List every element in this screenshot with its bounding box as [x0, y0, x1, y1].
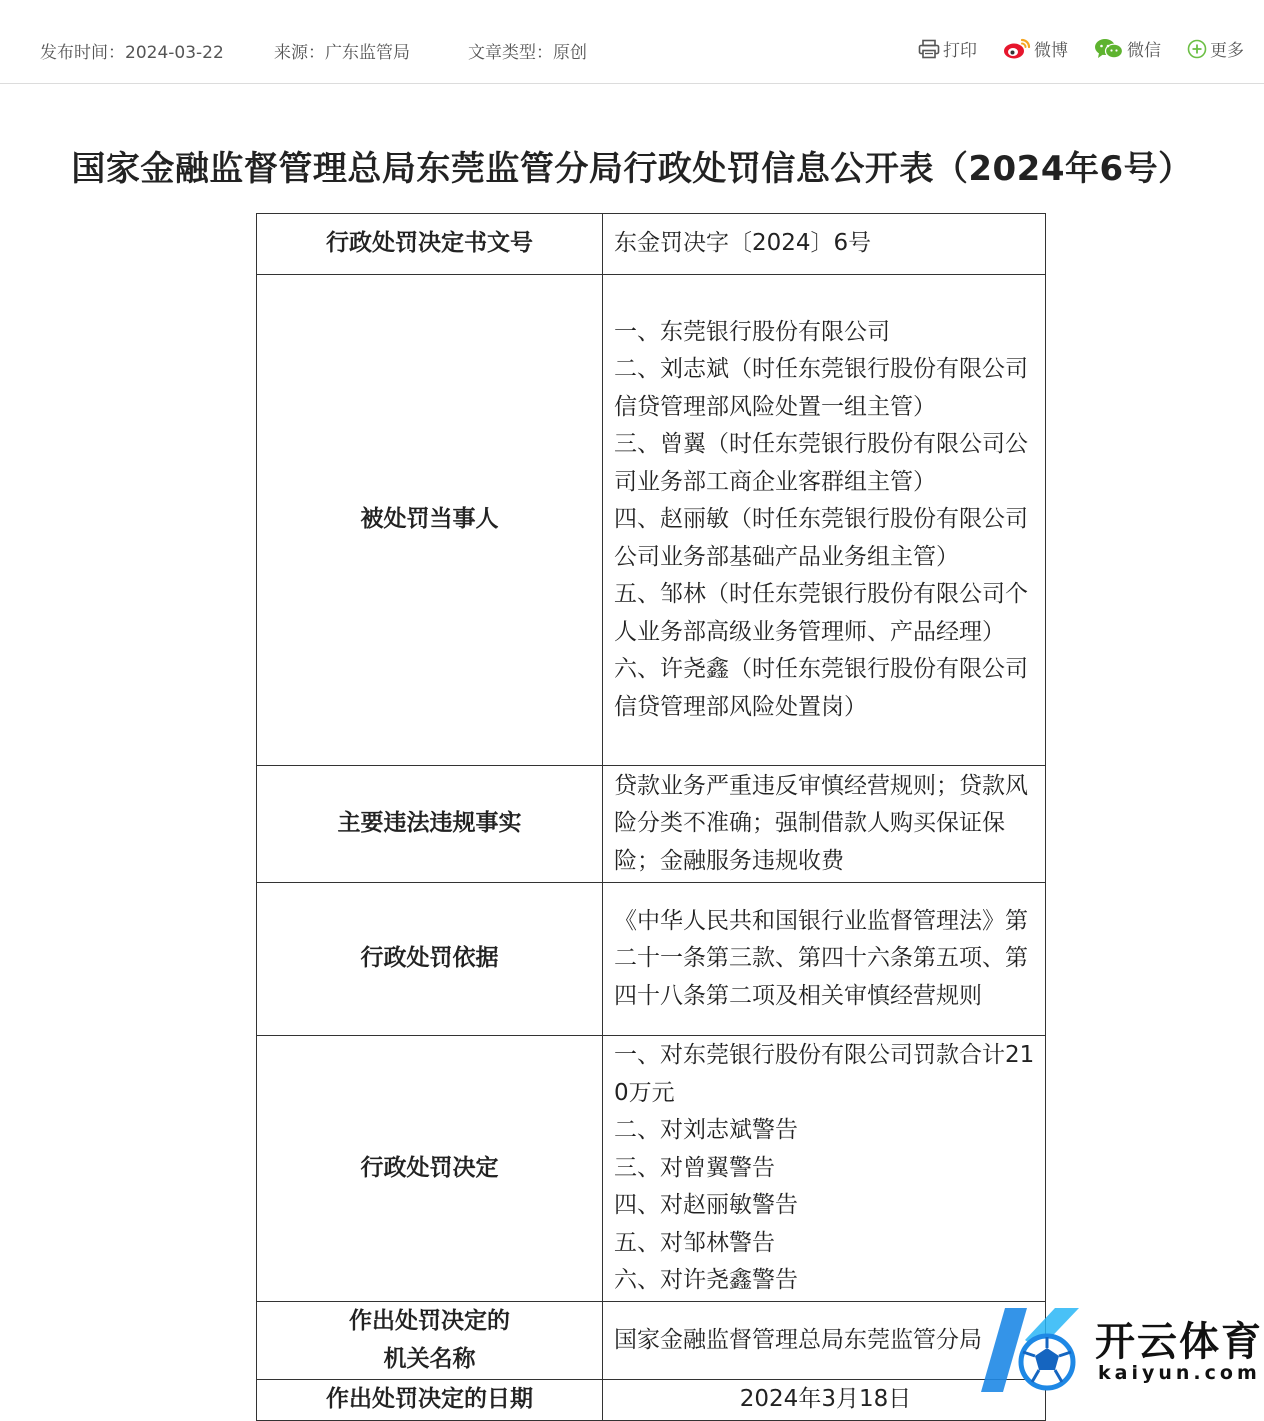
party-item: 五、邹林（时任东莞银行股份有限公司个人业务部高级业务管理师、产品经理） — [614, 581, 1028, 645]
share-weibo-button[interactable] — [1003, 36, 1068, 61]
table-row-date — [257, 1380, 1046, 1421]
decision-item: 六、对许尧鑫警告 — [614, 1267, 798, 1294]
plus-circle-icon — [1187, 39, 1207, 59]
print-button[interactable] — [918, 36, 977, 61]
table-row-decision — [257, 1036, 1046, 1302]
decision-item: 一、对东莞银行股份有限公司罚款合计210万元 — [614, 1042, 1035, 1106]
decision-item: 五、对邹林警告 — [614, 1229, 775, 1256]
org-label — [257, 1302, 603, 1380]
party-item: 三、曾翼（时任东莞银行股份有限公司公司业务部工商企业客群组主管） — [614, 431, 1028, 495]
share-wechat-button[interactable] — [1094, 36, 1161, 61]
party-item: 六、许尧鑫（时任东莞银行股份有限公司信贷管理部风险处置岗） — [614, 656, 1028, 720]
weibo-label: 微博 — [1034, 41, 1068, 61]
date-label: 作出处罚决定的日期 — [257, 1380, 603, 1421]
table-row-facts — [257, 766, 1046, 883]
parties-label: 被处罚当事人 — [257, 275, 603, 766]
party-item: 四、赵丽敏（时任东莞银行股份有限公司公司业务部基础产品业务组主管） — [614, 506, 1028, 570]
decision-label: 行政处罚决定 — [257, 1036, 603, 1302]
basis-value: 《中华人民共和国银行业监督管理法》第二十一条第三款、第四十六条第五项、第四十八条第二项及相关审慎经营规则 — [603, 883, 1046, 1036]
share-toolbar — [892, 36, 1244, 61]
article-type: 文章类型：原创 — [468, 43, 587, 63]
page-title: 国家金融监督管理总局东莞监管分局行政处罚信息公开表（2024年6号） — [71, 148, 1193, 189]
org-value: 国家金融监督管理总局东莞监管分局 — [603, 1302, 1046, 1380]
table-row-doc-no — [257, 214, 1046, 275]
table-row-basis — [257, 883, 1046, 1036]
decision-item: 四、对赵丽敏警告 — [614, 1192, 798, 1219]
kaiyun-watermark — [975, 1300, 1263, 1400]
article-meta-bar — [0, 0, 1264, 84]
table-row-org — [257, 1302, 1046, 1380]
print-label: 打印 — [943, 41, 977, 61]
publish-time: 发布时间：2024-03-22 — [40, 43, 224, 63]
facts-label: 主要违法违规事实 — [257, 766, 603, 883]
org-label-line: 机关名称 — [383, 1345, 476, 1372]
table-row-parties — [257, 275, 1046, 766]
basis-label: 行政处罚依据 — [257, 883, 603, 1036]
doc-no-value: 东金罚决字〔2024〕6号 — [603, 214, 1046, 275]
source: 来源：广东监管局 — [274, 43, 410, 63]
more-share-button[interactable] — [1187, 36, 1244, 61]
date-value: 2024年3月18日 — [603, 1380, 1046, 1421]
wechat-label: 微信 — [1127, 41, 1161, 61]
kaiyun-brand-name: 开云体育 — [1095, 1319, 1263, 1365]
printer-icon — [918, 39, 940, 59]
doc-no-label: 行政处罚决定书文号 — [257, 214, 603, 275]
wechat-icon — [1094, 38, 1124, 60]
kaiyun-domain: kaiyun.com — [1098, 1362, 1261, 1384]
party-item: 一、东莞银行股份有限公司 — [614, 318, 890, 345]
decision-item: 二、对刘志斌警告 — [614, 1117, 798, 1144]
weibo-icon — [1003, 38, 1031, 60]
decision-value — [603, 1036, 1046, 1302]
more-label: 更多 — [1210, 41, 1244, 61]
kaiyun-logo-icon — [975, 1300, 1085, 1400]
penalty-info-table — [256, 213, 1046, 1421]
decision-item: 三、对曾翼警告 — [614, 1154, 775, 1181]
org-label-line: 作出处罚决定的 — [349, 1308, 510, 1334]
party-item: 二、刘志斌（时任东莞银行股份有限公司信贷管理部风险处置一组主管） — [614, 356, 1028, 420]
facts-value: 贷款业务严重违反审慎经营规则；贷款风险分类不准确；强制借款人购买保证保险；金融服务违规收费 — [603, 766, 1046, 883]
parties-value — [603, 275, 1046, 766]
